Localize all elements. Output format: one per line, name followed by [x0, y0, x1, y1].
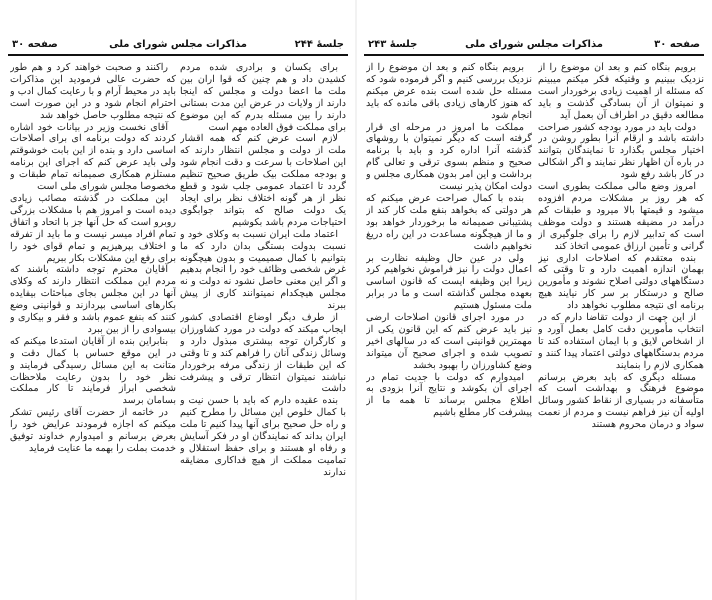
page-number: صفحه ۳۰: [654, 39, 700, 50]
paragraph: در مورد اجرای قانون اصلاحات ارضی نیز باید عرض کنم که این قانون یکی از مهمترین قوانینی است که در سالهای اخیر تصویب شده و اجرای صحیح آن میتواند وضع کشاورزان را بهبود بخشد: [366, 312, 532, 371]
page-header: [8, 38, 348, 56]
text-column-left: [366, 62, 532, 592]
paragraph: از این جهت از دولت تقاضا دارم که در انتخاب مأمورین دقت کامل بعمل آورد و از اشخاص لایق و با ایمان استفاده کند تا مردم بدستگاههای دولتی اعتماد پیدا کنند و همکاری لازم را بنمایند: [538, 312, 704, 371]
paragraph: این مملکت در گذشته مصائب زیادی دیده است و امروز هم با مشکلات بزرگی روبرو است که حل آنها جز با اتحاد و اتفاق تمام افراد میسر نیست و ما باید از تفرقه و اختلاف بپرهیزیم و تمام قوای خود را برای رفع این مشکلات بکار ببریم: [10, 192, 176, 264]
paragraph: برویم بنگاه کنم و بعد آن موضوع را از نزدیک ببینیم و وقتیکه فکر میکنم میبینم که مسئله از اهمیت زیادی برخوردار است و نمیتوان از آن بسادگی گذشت و باید مطالعه دقیق در اطراف آن بعمل آید: [538, 62, 704, 121]
publication-title: مذاکرات مجلس شورای ملی: [109, 39, 247, 50]
paragraph: در خاتمه از حضرت آقای رئیس تشکر میکنم که اجازه فرمودند عرایض خود را بعرض برسانم و امیدوارم خداوند توفیق خدمت بملت را بهمه ما عنایت فرماید: [10, 407, 176, 454]
text-column-right: [180, 62, 346, 592]
paragraph: برای یکسان و برادری شده مردم کشیدن داد و هم چنین که قوا اران بین ملت ما اعضا دولت و مجلس که اینجا دارند از ولایات در عرض این مدت بستانی دارند را بین مسئله بدرم که این موضوع برای مملکت فوق العاده مهم است: [180, 62, 346, 133]
paragraph: مملکت ما امروز در مرحله ای قرار گرفته است که دیگر نمیتوان با روشهای گذشته آنرا اداره کرد و باید با برنامه صحیح و منظم بسوی ترقی و تعالی گام برداشت و این امر بدون همکاری مجلس و دولت امکان پذیر نیست: [366, 121, 532, 193]
paragraph: آقای نخست وزیر در بیانات خود اشاره کردند که دولت برنامه ای برای اصلاحات اساسی دارد و بنده از این بابت خوشوقتم ولی باید عرض کنم که اجرای این برنامه مستلزم همکاری صمیمانه تمام طبقات و مخصوصا مجلس شورای ملی است: [10, 121, 176, 193]
paragraph: اعتماد ملت ایران نسبت به وکلای خود و نسبت بدولت بستگی بدان دارد که ما بتوانیم با کمال صمیمیت و بدون هیچگونه غرض شخصی وظائف خود را انجام بدهیم و اگر این معنی حاصل نشود نه دولت و نه مجلس هیچکدام نمیتوانند کاری از پیش ببرند: [180, 228, 346, 312]
paragraph: آقایان محترم توجه داشته باشند که مردم این مملکت انتظار دارند که وکلای آنها در این مجلس بجای مباحثات بیفایده بکارهای اساسی بپردازند و قوانینی وضع کنند که بنفع عموم باشد و فقر و بیکاری و بیسوادی را از بین ببرد: [10, 264, 176, 335]
paragraph: راکنند و صحبت خواهند کرد و هم طور که حضرت عالی فرمودید این مذاکرات باید در محیط آرام و با رعایت کمال ادب و احترام انجام شود و در این صورت است که نتیجه مطلوب حاصل خواهد شد: [10, 62, 176, 121]
paragraph: ولی در عین حال وظیفه نظارت بر اعمال دولت را نیز فراموش نخواهیم کرد زیرا این وظیفه ایست که قانون اساسی بعهده مجلس گذاشته است و ما در برابر ملت مسئول هستیم: [366, 252, 532, 312]
paragraph: از طرف دیگر اوضاع اقتصادی کشور ایجاب میکند که دولت در مورد کشاورزان و کارگران توجه بیشتری مبذول دارد و وسائل زندگی آنان را فراهم کند و تا وقتی که این طبقات از زندگی مرفه برخوردار نباشند نمیتوان انتظار ترقی و پیشرفت داشت: [180, 312, 346, 395]
paragraph: بنده با کمال صراحت عرض میکنم که هر دولتی که بخواهد بنفع ملت کار کند از پشتیبانی صمیمانه ما برخوردار خواهد بود و ما از هیچگونه مساعدت در این راه دریغ نخواهیم داشت: [366, 192, 532, 252]
paragraph: امیدوارم که دولت با جدیت تمام در اجرای آن بکوشد و نتایج آنرا بزودی به اطلاع مجلس برساند تا همه ما از پیشرفت کار مطلع باشیم: [366, 371, 532, 419]
publication-title: مذاکرات مجلس شورای ملی: [465, 39, 603, 50]
paragraph: بنابراین بنده از آقایان استدعا میکنم که در این موقع حساس با کمال دقت و متانت به این مسائل رسیدگی فرمایند و نظر خود را بدون رعایت ملاحظات شخصی ابراز فرمایند تا کار مملکت بسامان برسد: [10, 335, 176, 407]
paragraph: برویم بنگاه کنم و بعد آن موضوع را از نزدیک بررسی کنیم و اگر فرموده شود که مسئله حل شده است بنده عرض میکنم که هنوز کارهای زیادی باقی مانده که باید انجام شود: [366, 62, 532, 121]
page-header: [364, 38, 704, 56]
right-page: [356, 0, 712, 600]
paragraph: لازم است عرض کنم که همه اقشار ملت از دولت و مجلس انتظار دارند که این اصلاحات با سرعت و دقت انجام شود و بودجه مملکت بیک طریق صحیح تنظیم گردد تا اعتماد عمومی جلب شود و قطع نظر از هر گونه اختلاف نظر برای ایجاد یک دولت صالح که بتواند جوابگوی احتیاجات مردم باشد بکوشیم: [180, 133, 346, 228]
text-column-right: [538, 62, 704, 592]
paragraph: امروز وضع مالی مملکت بطوری است که هر روز بر مشکلات مردم افزوده میشود و قیمتها بالا میرود و طبقات کم درآمد در مضیقه هستند و دولت موظف است که تدابیر لازم را برای جلوگیری از گرانی و تأمین ارزاق عمومی اتخاذ کند: [538, 181, 704, 252]
session-number: جلسهٔ ۲۴۳: [368, 39, 418, 50]
paragraph: مسئله دیگری که باید بعرض برسانم موضوع فرهنگ و بهداشت است که متأسفانه در بسیاری از نقاط کشور وسائل اولیه آن نیز فراهم نیست و مردم از نعمت سواد و درمان محروم هستند: [538, 371, 704, 431]
session-number: جلسهٔ ۲۴۴: [294, 39, 344, 50]
text-column-left: [10, 62, 176, 592]
paragraph: بنده معتقدم که اصلاحات اداری نیز بهمان اندازه اهمیت دارد و تا وقتی که دستگاههای دولتی اصلاح نشوند و مأمورین صالح و درستکار بر سر کار نیایند هیچ برنامه ای نتیجه مطلوب نخواهد داد: [538, 252, 704, 312]
paragraph: بنده عقیده دارم که باید با حسن نیت و با کمال خلوص این مسائل را مطرح کنیم و راه حل صحیح برای آنها پیدا کنیم تا ملت ایران بداند که نمایندگان او در فکر آسایش و رفاه او هستند و برای حفظ استقلال و تمامیت مملکت از هیچ فداکاری مضایقه ندارند: [180, 395, 346, 478]
page-number: صفحه ۳۰: [12, 39, 58, 50]
paragraph: دولت باید در مورد بودجه کشور صراحت داشته باشد و ارقام آنرا بطور روشن در اختیار مجلس بگذارد تا نمایندگان بتوانند در باره آن اظهار نظر نمایند و اگر اشکالی در کار باشد رفع شود: [538, 121, 704, 181]
